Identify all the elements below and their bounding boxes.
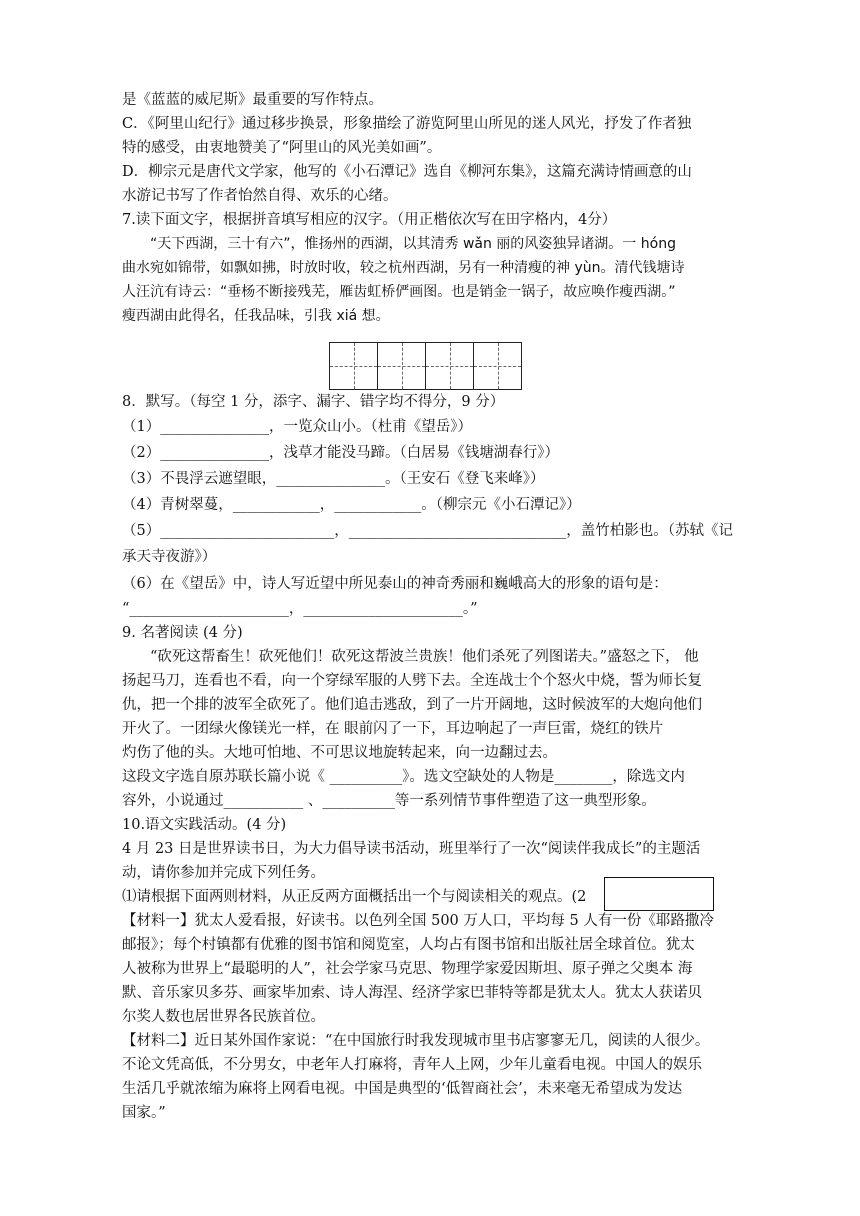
text-line: 灼伤了他的头。大地可怕地、不可思议地旋转起来，向一边翻过去。	[122, 745, 557, 761]
text-line: 是《蓝蓝的威尼斯》最重要的写作特点。	[122, 92, 383, 108]
text-line: 国家。”	[122, 1105, 166, 1121]
text-line: 这段文字选自原苏联长篇小说《 __________》。选文空缺处的人物是________，除选文内	[122, 769, 685, 785]
text-line: 【材料一】犹太人爱看报，好读书。以色列全国 500 万人口，平均每 5 人有一份《耶路撒冷	[122, 913, 714, 929]
text-line: （5）________________________，______________________________，盖竹柏影也。（苏轼《记	[122, 523, 733, 539]
text-line: （2）_______________，浅草才能没马蹄。（白居易《钱塘湖春行》）	[122, 445, 559, 461]
grid-cell[interactable]	[330, 343, 378, 390]
text-line: 不论文凭高低，不分男女，中老年人打麻将，青年人上网，少年儿童看电视。中国人的娱乐	[122, 1057, 702, 1073]
text-line: 特的感受，由衷地赞美了“阿里山的风光美如画”。	[122, 140, 442, 156]
text-line: 水游记书写了作者怡然自得、欢乐的心绪。	[122, 188, 398, 204]
cover-box	[604, 877, 714, 911]
text-line: （3）不畏浮云遮望眼，_______________。（王安石《登飞来峰》）	[122, 471, 545, 487]
grid-cell[interactable]	[426, 343, 474, 390]
text-line: （1）_______________，一览众山小。（杜甫《望岳》）	[122, 419, 472, 435]
text-line: D．柳宗元是唐代文学家，他写的《小石潭记》选自《柳河东集》，这篇充满诗情画意的山	[122, 164, 692, 180]
text-line: C．《阿里山纪行》通过移步换景，形象描绘了游览阿里山所见的迷人风光，抒发了作者独	[122, 116, 692, 132]
text-line: 尔奖人数也居世界各民族首位。	[122, 1009, 325, 1025]
text-line: 开火了。一团绿火像镁光一样，在 眼前闪了一下，耳边响起了一声巨雷，烧红的铁片	[122, 721, 664, 737]
text-line: 动，请你参加并完成下列任务。	[122, 865, 325, 881]
text-line: 扬起马刀，连看也不看，向一个穿绿军服的人劈下去。全连战士个个怒火中烧，誓为师长复	[122, 673, 702, 689]
text-line: 仇，把一个排的波军全砍死了。他们追击逃敌，到了一片开阔地，这时候波军的大炮向他们	[122, 697, 702, 713]
text-line: 人被称为世界上“最聪明的人”，社会学家马克思、物理学家爱因斯坦、原子弹之父奥本 海	[122, 961, 693, 977]
grid-cell[interactable]	[378, 343, 426, 390]
tianzige-grid	[329, 342, 522, 390]
text-line: （4）青树翠蔓，____________，____________。（柳宗元《小石潭记》）	[122, 497, 581, 513]
text-line: 人汪沆有诗云：“垂杨不断接残芜，雁齿虹桥俨画图。也是销金一锅子，故应唤作瘦西湖。”	[122, 284, 676, 300]
text-line: “______________________，______________________。”	[122, 601, 478, 617]
text-line: “砍死这帮畜生！砍死他们！砍死这帮波兰贵族！他们杀死了列图诺夫。”盛怒之下， 他	[150, 649, 699, 665]
text-line: 曲水宛如锦带，如飘如拂，时放时收，较之杭州西湖，另有一种清瘦的神 yùn。清代钱塘诗	[122, 260, 685, 276]
text-line: 8．默写。（每空 1 分，添字、漏字、错字均不得分，9 分）	[122, 394, 505, 410]
text-line: “天下西湖，三十有六”，惟扬州的西湖，以其清秀 wǎn 丽的风姿独异诸湖。一 hóng	[150, 236, 676, 252]
text-line: 生活几乎就浓缩为麻将上网看电视。中国是典型的‘低智商社会’，未来毫无希望成为发达	[122, 1081, 683, 1097]
text-line: ⑴请根据下面两则材料，从正反两方面概括出一个与阅读相关的观点。(2	[122, 889, 587, 905]
text-line: 承天寺夜游》）	[122, 549, 217, 565]
text-line: 瘦西湖由此得名，任我品味，引我 xiá 想。	[122, 308, 390, 324]
text-line: 7.读下面文字，根据拼音填写相应的汉字。（用正楷依次写在田字格内，4分）	[122, 212, 617, 228]
text-line: 【材料二】近日某外国作家说：“在中国旅行时我发现城市里书店寥寥无几，阅读的人很少。	[122, 1033, 710, 1049]
text-line: 默、音乐家贝多芬、画家毕加索、诗人海涅、经济学家巴菲特等都是犹太人。犹太人获诺贝	[122, 985, 702, 1001]
grid-cell[interactable]	[474, 343, 522, 390]
text-line: 10.语文实践活动。(4 分)	[122, 817, 287, 833]
text-line: 邮报》；每个村镇都有优雅的图书馆和阅览室，人均占有图书馆和出版社居全球首位。犹太	[122, 937, 695, 953]
text-line: 4 月 23 日是世界读书日，为大力倡导读书活动，班里举行了一次“阅读伴我成长”的主题活	[122, 841, 701, 857]
text-line: 9. 名著阅读 (4 分)	[122, 625, 243, 641]
text-line: （6）在《望岳》中，诗人写近望中所见泰山的神奇秀丽和巍峨高大的形象的语句是：	[122, 576, 668, 592]
text-line: 容外，小说通过___________ 、__________等一系列情节事件塑造了这一典型形象。	[122, 793, 656, 809]
